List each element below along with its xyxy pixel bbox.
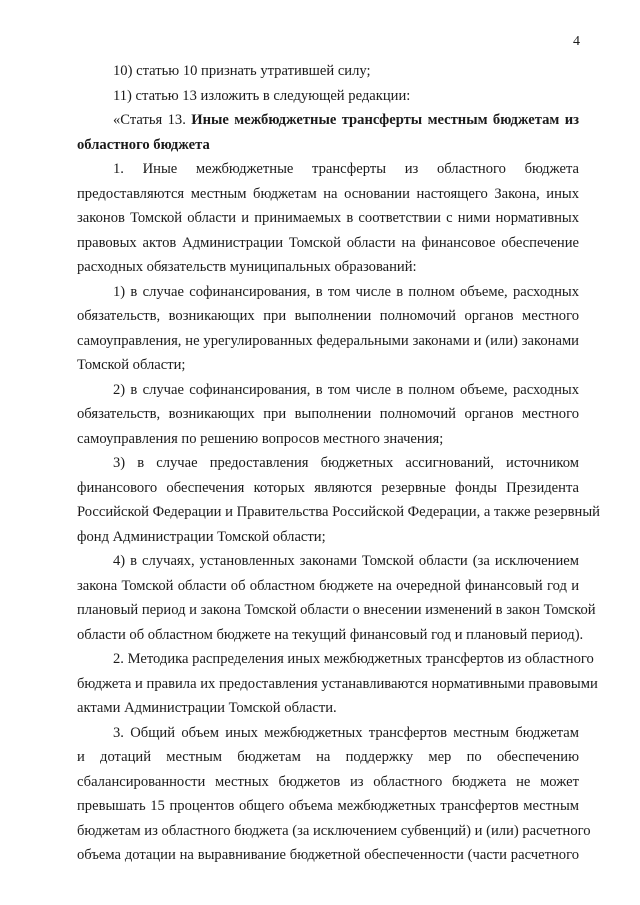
subitem-4-line: 4) в случаях, установленных законами Томской области (за исключением — [113, 553, 579, 569]
subitem-3-line: 3) в случае предоставления бюджетных ассигнований, источником — [113, 455, 579, 471]
paragraph-2-line: бюджета и правила их предоставления устанавливаются нормативными правовыми — [77, 675, 598, 692]
subitem-1-line: 1) в случае софинансирования, в том числе в полном объеме, расходных — [113, 283, 579, 300]
article-title: Иные межбюджетные трансферты местным бюджетам из — [191, 112, 579, 128]
subitem-2-line: обязательств, возникающих при выполнении полномочий органов местного — [77, 406, 579, 422]
subitem-4-line: плановый период и закона Томской области о внесении изменений в закон Томской — [77, 602, 596, 618]
paragraph-2-line: 2. Методика распределения иных межбюджетных трансфертов из областного — [113, 651, 594, 667]
paragraph-3-line: бюджетам из областного бюджета (за исключением субвенций) и (или) расчетного — [77, 822, 591, 839]
paragraph-3-line: объема дотации на выравнивание бюджетной обеспеченности (части расчетного — [77, 847, 579, 863]
article-prefix: «Статья 13. — [113, 112, 186, 128]
subitem-3 — [77, 451, 600, 549]
article-heading — [77, 108, 579, 133]
item-10: 10) статью 10 признать утратившей силу; — [113, 63, 371, 79]
subitem-4-line: закона Томской области об областном бюджете на очередной финансовый год и — [77, 577, 579, 594]
paragraph-1-line: 1. Иные межбюджетные трансферты из областного бюджета — [113, 161, 580, 177]
subitem-3-line: фонд Администрации Томской области; — [77, 528, 326, 545]
subitem-1 — [77, 280, 579, 378]
paragraph-3-line: сбалансированности местных бюджетов из областного бюджета не может — [77, 773, 579, 790]
paragraph-3 — [77, 721, 591, 868]
paragraph-3-line: и дотаций местным бюджетам на поддержку мер по обеспечению — [77, 749, 579, 765]
subitem-1-line: Томской области; — [77, 357, 186, 373]
paragraph-1-line: законов Томской области и принимаемых в соответствии с ними нормативных — [77, 210, 579, 226]
paragraph-1 — [77, 157, 579, 280]
paragraph-2 — [77, 647, 598, 721]
paragraph-1-line: расходных обязательств муниципальных образований: — [77, 259, 417, 275]
paragraph-3-line: 3. Общий объем иных межбюджетных трансфертов местным бюджетам — [113, 724, 579, 741]
subitem-3-line: Российской Федерации и Правительства Российской Федерации, а также резервный — [77, 504, 600, 520]
subitem-3-line: финансового обеспечения которых являются резервные фонды Президента — [77, 479, 579, 496]
paragraph-3-line: превышать 15 процентов общего объема межбюджетных трансфертов местным — [77, 798, 579, 814]
article-title-cont: областного бюджета — [77, 136, 210, 153]
subitem-4 — [77, 549, 596, 647]
item-11: 11) статью 13 изложить в следующей редакции: — [113, 87, 411, 104]
subitem-2-line: 2) в случае софинансирования, в том числе в полном объеме, расходных — [113, 381, 579, 398]
paragraph-1-line: правовых актов Администрации Томской области на финансовое обеспечение — [77, 234, 579, 251]
subitem-2 — [77, 378, 579, 452]
paragraph-2-line: актами Администрации Томской области. — [77, 700, 337, 716]
subitem-4-line: области об областном бюджете на текущий финансовый год и плановый период). — [77, 626, 584, 643]
page-number: 4 — [573, 34, 580, 49]
subitem-2-line: самоуправления по решению вопросов местного значения; — [77, 430, 444, 447]
subitem-1-line: обязательств, возникающих при выполнении полномочий органов местного — [77, 308, 579, 324]
subitem-1-line: самоуправления, не урегулированных федеральными законами и (или) законами — [77, 332, 579, 349]
document-body — [77, 59, 600, 868]
paragraph-1-line: предоставляются местным бюджетам на основании настоящего Закона, иных — [77, 185, 579, 202]
